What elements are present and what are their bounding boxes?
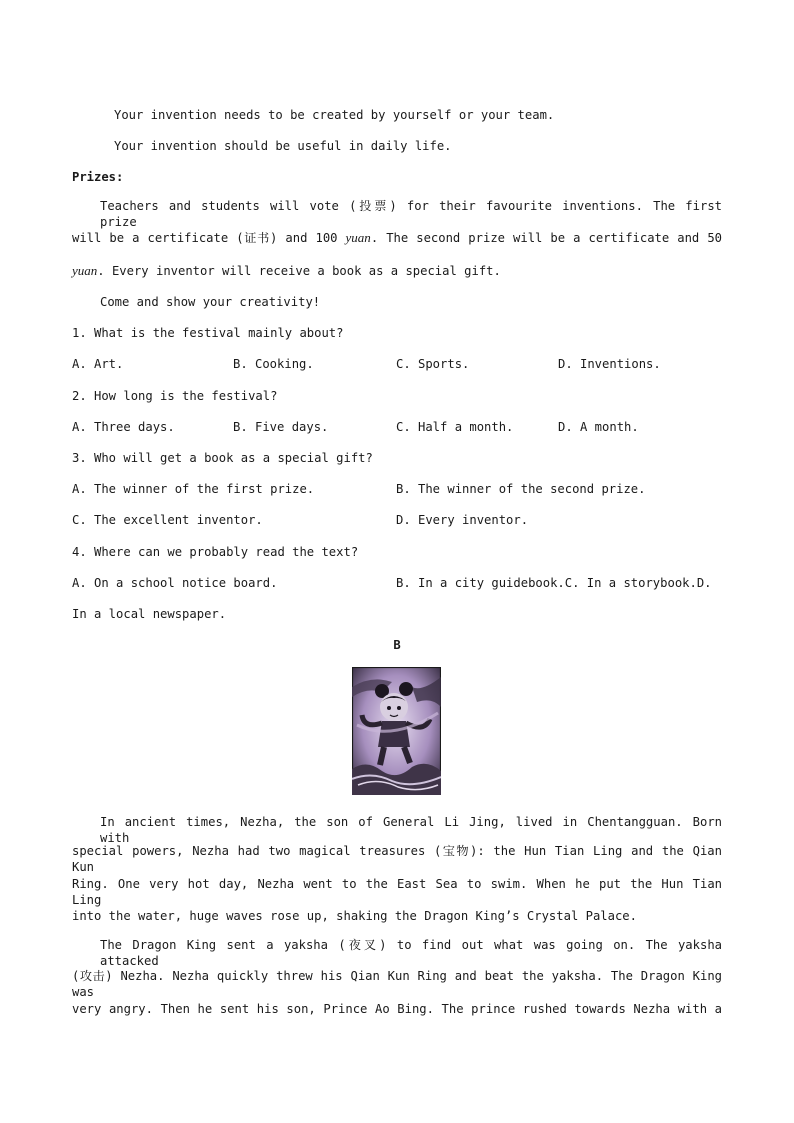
- closing-line: Come and show your creativity!: [100, 295, 321, 309]
- prizes-para-line-1: Teachers and students will vote (投票) for their favourite inventions. The first prize: [100, 199, 722, 229]
- q4-option-a: A. On a school notice board.: [72, 576, 278, 590]
- prizes-heading: Prizes:: [72, 170, 124, 184]
- text-span: . Every inventor will receive a book as a special gift.: [97, 264, 501, 278]
- question-4: 4. Where can we probably read the text?: [72, 545, 359, 559]
- q3-option-c: C. The excellent inventor.: [72, 513, 263, 527]
- q4-option-b: B. In a city guidebook.C. In a storybook.D.: [396, 576, 712, 590]
- text-span: . The second prize will be a certificate and 50: [370, 231, 722, 245]
- story-para2-line-1: The Dragon King sent a yaksha (夜叉) to find out what was going on. The yaksha attacked: [100, 938, 722, 968]
- story-para1-line-1: In ancient times, Nezha, the son of General Li Jing, lived in Chentangguan. Born with: [100, 815, 722, 845]
- story-para2-line-3: very angry. Then he sent his son, Prince Ao Bing. The prince rushed towards Nezha with a: [72, 1002, 722, 1016]
- prizes-para-line-2: [72, 230, 722, 246]
- section-b-label: B: [393, 638, 401, 652]
- q2-option-c: C. Half a month.: [396, 420, 514, 434]
- story-para1-line-4: into the water, huge waves rose up, shaking the Dragon King’s Crystal Palace.: [72, 909, 637, 923]
- q2-option-d: D. A month.: [558, 420, 639, 434]
- q1-option-b: B. Cooking.: [233, 357, 314, 371]
- yuan-word: yuan: [345, 230, 371, 245]
- rule-line-2: Your invention should be useful in daily life.: [114, 139, 452, 153]
- q3-option-b: B. The winner of the second prize.: [396, 482, 646, 496]
- q4-option-d: In a local newspaper.: [72, 607, 227, 621]
- nezha-illustration: [352, 667, 441, 795]
- q2-option-b: B. Five days.: [233, 420, 329, 434]
- q1-option-a: A. Art.: [72, 357, 124, 371]
- question-2: 2. How long is the festival?: [72, 389, 278, 403]
- story-para1-line-2: special powers, Nezha had two magical treasures (宝物): the Hun Tian Ling and the Qian Kun: [72, 844, 722, 874]
- yuan-word: yuan: [72, 263, 98, 278]
- question-1: 1. What is the festival mainly about?: [72, 326, 344, 340]
- text-span: will be a certificate (证书) and 100: [72, 231, 346, 245]
- q1-option-d: D. Inventions.: [558, 357, 661, 371]
- q2-option-a: A. Three days.: [72, 420, 175, 434]
- rule-line-1: Your invention needs to be created by yourself or your team.: [114, 108, 555, 122]
- prizes-para-line-3: [72, 263, 722, 279]
- story-para2-line-2: (攻击) Nezha. Nezha quickly threw his Qian Kun Ring and beat the yaksha. The Dragon King was: [72, 969, 722, 999]
- story-para1-line-3: Ring. One very hot day, Nezha went to the East Sea to swim. When he put the Hun Tian Ling: [72, 877, 722, 907]
- q3-option-d: D. Every inventor.: [396, 513, 529, 527]
- q3-option-a: A. The winner of the first prize.: [72, 482, 315, 496]
- question-3: 3. Who will get a book as a special gift?: [72, 451, 373, 465]
- q1-option-c: C. Sports.: [396, 357, 470, 371]
